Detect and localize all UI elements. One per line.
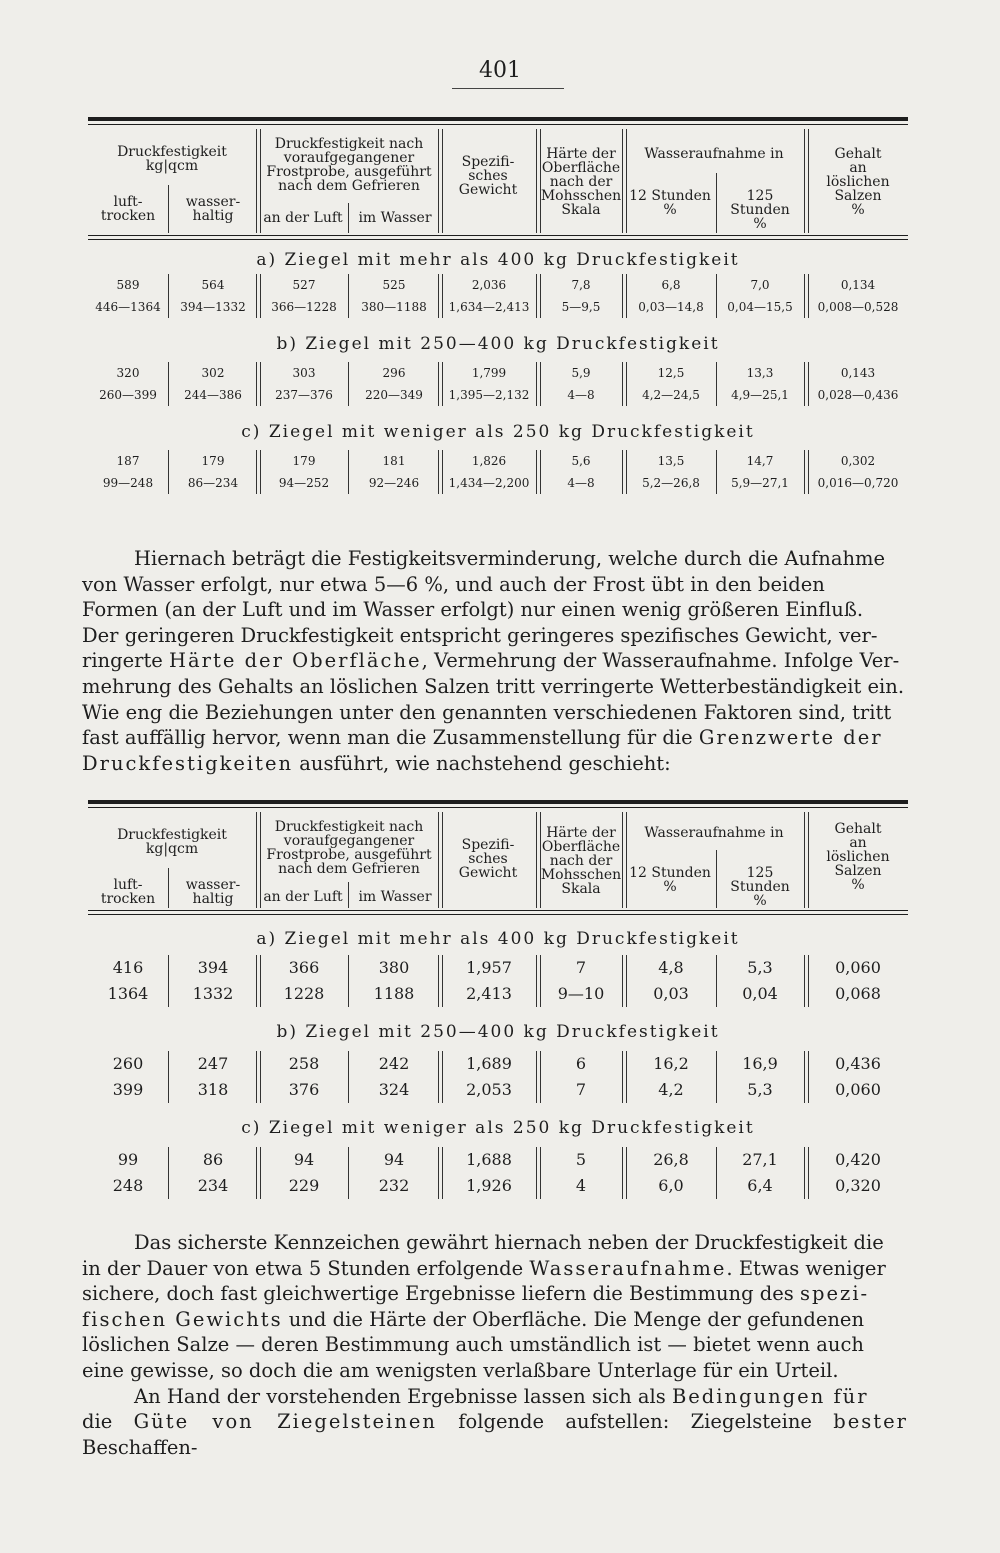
row-divider (622, 362, 627, 406)
cell-an-der-luft: 303 (292, 366, 316, 380)
cell-12-stunden: 4,2—24,5 (642, 388, 700, 402)
row-divider (256, 362, 261, 406)
header-spezifisches-gewicht: Spezifi- sches Gewicht (458, 154, 518, 198)
cell-12-stunden: 6,0 (658, 1176, 684, 1195)
cell-gehalt: 0,008—0,528 (817, 300, 899, 314)
cell-12-stunden: 16,2 (653, 1054, 689, 1073)
text-line: Der geringeren Druckfestigkeit entspricht geringeres spezifisches Gewicht, ver- (82, 623, 878, 647)
header-druckfestigkeit: Druckfestigkeit kg|qcm (117, 144, 227, 174)
table-row (88, 472, 908, 494)
row-divider (804, 955, 809, 1007)
cell-125-stunden: 6,4 (747, 1176, 773, 1195)
cell-wasserhaltig: 244—386 (184, 388, 242, 402)
text-line: Formen (an der Luft und im Wasser erfolgt) nur einen wenig größeren Einfluß. (82, 598, 864, 622)
header-frostprobe: Druckfestigkeit nach voraufgegangener Frostprobe, ausgeführt nach dem Gefrieren (266, 136, 432, 194)
header-divider (536, 812, 541, 908)
cell-wasserhaltig: 302 (201, 366, 225, 380)
cell-im-wasser: 525 (382, 278, 406, 292)
table-top-rule (88, 117, 908, 121)
text-line: fischen Gewichts und die Härte der Oberfläche. Die Menge der gefundenen (82, 1307, 865, 1331)
cell-wasserhaltig: 179 (201, 454, 225, 468)
cell-125-stunden: 16,9 (742, 1054, 778, 1073)
cell-wasserhaltig: 564 (201, 278, 225, 292)
row-divider (622, 274, 627, 318)
row-divider (168, 1051, 169, 1103)
cell-gehalt: 0,016—0,720 (817, 476, 899, 490)
cell-haerte: 7 (575, 1080, 587, 1099)
table-row (88, 362, 908, 384)
header-125-stunden: 125 Stunden % (730, 865, 790, 909)
cell-12-stunden: 26,8 (653, 1150, 689, 1169)
cell-lufttrocken: 589 (116, 278, 140, 292)
row-divider (804, 1147, 809, 1199)
row-divider (168, 955, 169, 1007)
page-number-rule (452, 88, 564, 89)
text-line: ringerte Härte der Oberfläche, Vermehrung der Wasseraufnahme. Infolge Ver- (82, 649, 900, 673)
cell-im-wasser: 220—349 (365, 388, 423, 402)
header-divider (348, 882, 349, 908)
table-row (88, 1051, 908, 1077)
spaced-text: Druckfestigkeiten (82, 751, 294, 775)
cell-an-der-luft: 1228 (283, 984, 325, 1003)
row-divider (536, 1147, 541, 1199)
table-group-c (88, 1103, 908, 1199)
header-12-stunden: 12 Stunden % (629, 865, 711, 895)
table-row (88, 1147, 908, 1173)
cell-gehalt: 0,320 (835, 1176, 881, 1195)
paragraph-2 (82, 1230, 908, 1460)
row-divider (348, 362, 349, 406)
header-divider (716, 850, 717, 908)
text-line: Hiernach beträgt die Festigkeitsverminderung, welche durch die Aufnahme (134, 547, 886, 570)
cell-haerte: 5,6 (571, 454, 591, 468)
cell-haerte: 4—8 (567, 476, 595, 490)
spaced-text: fischen Gewichts (82, 1307, 283, 1331)
header-an-der-luft: an der Luft (263, 889, 343, 905)
cell-wasserhaltig: 247 (197, 1054, 229, 1073)
header-divider (348, 203, 349, 233)
table-row (88, 384, 908, 406)
cell-12-stunden: 4,2 (658, 1080, 684, 1099)
table-group-a (88, 915, 908, 1007)
header-haerte: Härte der Oberfläche nach der Mohsschen Skala (540, 146, 622, 218)
text-line: die Güte von Ziegelsteinen folgende aufstellen: Ziegelsteine bester Beschaffen- (82, 1410, 908, 1459)
table-top-rule (88, 800, 908, 804)
cell-lufttrocken: 1364 (107, 984, 149, 1003)
row-divider (536, 450, 541, 494)
header-lufttrocken: luft- trocken (100, 194, 156, 224)
cell-12-stunden: 12,5 (657, 366, 685, 380)
group-rows (88, 1051, 908, 1103)
row-divider (256, 1051, 261, 1103)
group-title: b) Ziegel mit 250—400 kg Druckfestigkeit (276, 334, 720, 354)
header-lufttrocken: luft- trocken (100, 877, 156, 907)
text-line: in der Dauer von etwa 5 Stunden erfolgende Wasseraufnahme. Etwas weniger (82, 1256, 886, 1280)
table-group-a (88, 240, 908, 318)
row-divider (716, 450, 717, 494)
cell-wasserhaltig: 234 (197, 1176, 229, 1195)
text-line: sichere, doch fast gleichwertige Ergebnisse liefern die Bestimmung des spezi- (82, 1282, 870, 1306)
cell-an-der-luft: 94 (293, 1150, 315, 1169)
spaced-text: spezi- (800, 1282, 870, 1306)
row-divider (716, 955, 717, 1007)
group-rows (88, 955, 908, 1007)
cell-125-stunden: 5,3 (747, 958, 773, 977)
table-1 (88, 117, 908, 494)
cell-wasserhaltig: 318 (197, 1080, 229, 1099)
cell-wasserhaltig: 86 (202, 1150, 224, 1169)
cell-lufttrocken: 260 (112, 1054, 144, 1073)
table-group-b (88, 1007, 908, 1103)
cell-125-stunden: 27,1 (742, 1150, 778, 1169)
cell-125-stunden: 14,7 (746, 454, 774, 468)
row-divider (348, 1147, 349, 1199)
text-line: An Hand der vorstehenden Ergebnisse lassen sich als Bedingungen für (134, 1384, 869, 1408)
header-wasserhaltig: wasser- haltig (185, 194, 241, 224)
header-frostprobe: Druckfestigkeit nach voraufgegangener Frostprobe, ausgeführt nach dem Gefrieren (266, 819, 432, 877)
group-title: a) Ziegel mit mehr als 400 kg Druckfestigkeit (256, 250, 740, 270)
cell-spez-gewicht: 1,799 (471, 366, 507, 380)
spaced-text: Bedingungen für (671, 1384, 869, 1408)
header-divider (716, 173, 717, 233)
header-wasseraufnahme: Wasseraufnahme in (644, 825, 784, 841)
cell-haerte: 5—9,5 (561, 300, 601, 314)
row-divider (804, 450, 809, 494)
cell-im-wasser: 380—1188 (361, 300, 427, 314)
cell-im-wasser: 380 (378, 958, 410, 977)
row-divider (438, 274, 443, 318)
cell-125-stunden: 5,9—27,1 (731, 476, 789, 490)
cell-an-der-luft: 366 (288, 958, 320, 977)
cell-wasserhaltig: 394 (197, 958, 229, 977)
cell-lufttrocken: 260—399 (99, 388, 157, 402)
header-gehalt: Gehalt an löslichen Salzen % (826, 821, 890, 893)
cell-spez-gewicht: 1,688 (466, 1150, 512, 1169)
cell-125-stunden: 0,04 (742, 984, 778, 1003)
cell-gehalt: 0,060 (835, 1080, 881, 1099)
header-druckfestigkeit: Druckfestigkeit kg|qcm (117, 827, 227, 857)
row-divider (622, 1051, 627, 1103)
row-divider (256, 274, 261, 318)
header-bottom-rule (88, 910, 908, 911)
header-wasserhaltig: wasser- haltig (185, 877, 241, 907)
table-row (88, 1173, 908, 1199)
cell-im-wasser: 1188 (373, 984, 415, 1003)
text-line: mehrung des Gehalts an löslichen Salzen tritt verringerte Wetterbeständigkeit ein. (82, 674, 905, 698)
text-line: Druckfestigkeiten ausführt, wie nachstehend geschieht: (82, 751, 671, 775)
table-header (88, 808, 908, 908)
cell-lufttrocken: 446—1364 (95, 300, 161, 314)
cell-haerte: 4—8 (567, 388, 595, 402)
cell-an-der-luft: 229 (288, 1176, 320, 1195)
cell-an-der-luft: 258 (288, 1054, 320, 1073)
cell-12-stunden: 4,8 (658, 958, 684, 977)
cell-haerte: 6 (575, 1054, 587, 1073)
cell-lufttrocken: 248 (112, 1176, 144, 1195)
row-divider (256, 1147, 261, 1199)
cell-an-der-luft: 527 (292, 278, 316, 292)
cell-an-der-luft: 376 (288, 1080, 320, 1099)
header-divider (438, 129, 443, 233)
cell-wasserhaltig: 86—234 (187, 476, 239, 490)
cell-gehalt: 0,068 (835, 984, 881, 1003)
row-divider (536, 274, 541, 318)
cell-spez-gewicht: 2,036 (471, 278, 507, 292)
cell-12-stunden: 0,03—14,8 (638, 300, 704, 314)
cell-12-stunden: 5,2—26,8 (642, 476, 700, 490)
header-gehalt: Gehalt an löslichen Salzen % (826, 146, 890, 218)
text-line: Wie eng die Beziehungen unter den genannten verschiedenen Faktoren sind, tritt (82, 700, 892, 724)
group-rows (88, 1147, 908, 1199)
table-group-c (88, 406, 908, 494)
text-line: von Wasser erfolgt, nur etwa 5—6 %, und auch der Frost übt in den beiden (82, 572, 825, 596)
row-divider (348, 450, 349, 494)
group-rows (88, 362, 908, 406)
header-spezifisches-gewicht: Spezifi- sches Gewicht (458, 837, 518, 881)
row-divider (168, 274, 169, 318)
group-title: a) Ziegel mit mehr als 400 kg Druckfestigkeit (256, 929, 740, 949)
row-divider (804, 1051, 809, 1103)
cell-lufttrocken: 99—248 (102, 476, 154, 490)
cell-an-der-luft: 237—376 (275, 388, 333, 402)
row-divider (256, 450, 261, 494)
group-rows (88, 274, 908, 318)
header-an-der-luft: an der Luft (263, 210, 343, 226)
cell-gehalt: 0,028—0,436 (817, 388, 899, 402)
table-row (88, 955, 908, 981)
cell-haerte: 7,8 (571, 278, 591, 292)
row-divider (348, 1051, 349, 1103)
cell-lufttrocken: 187 (116, 454, 140, 468)
cell-gehalt: 0,302 (840, 454, 876, 468)
cell-12-stunden: 13,5 (657, 454, 685, 468)
cell-im-wasser: 92—246 (368, 476, 420, 490)
cell-haerte: 5 (575, 1150, 587, 1169)
row-divider (716, 1051, 717, 1103)
row-divider (716, 1147, 717, 1199)
header-divider (622, 129, 627, 233)
header-wasseraufnahme: Wasseraufnahme in (644, 146, 784, 162)
table-group-b (88, 318, 908, 406)
header-im-wasser: im Wasser (358, 889, 432, 905)
row-divider (536, 955, 541, 1007)
cell-wasserhaltig: 394—1332 (180, 300, 246, 314)
cell-im-wasser: 324 (378, 1080, 410, 1099)
row-divider (804, 274, 809, 318)
cell-125-stunden: 5,3 (747, 1080, 773, 1099)
cell-spez-gewicht: 1,826 (471, 454, 507, 468)
cell-gehalt: 0,143 (840, 366, 876, 380)
row-divider (348, 955, 349, 1007)
table-2 (88, 800, 908, 1199)
cell-haerte: 9—10 (557, 984, 605, 1003)
group-title: c) Ziegel mit weniger als 250 kg Druckfestigkeit (241, 1118, 755, 1138)
cell-spez-gewicht: 1,689 (466, 1054, 512, 1073)
cell-125-stunden: 4,9—25,1 (731, 388, 789, 402)
cell-12-stunden: 0,03 (653, 984, 689, 1003)
page-number: 401 (479, 58, 521, 83)
cell-125-stunden: 7,0 (750, 278, 770, 292)
cell-an-der-luft: 94—252 (278, 476, 330, 490)
cell-im-wasser: 181 (382, 454, 406, 468)
header-divider (804, 129, 809, 233)
row-divider (438, 1051, 443, 1103)
row-divider (804, 362, 809, 406)
header-im-wasser: im Wasser (358, 210, 432, 226)
row-divider (716, 362, 717, 406)
table-row (88, 274, 908, 296)
spaced-text: Wasseraufnahme (529, 1256, 727, 1280)
table-row (88, 450, 908, 472)
cell-an-der-luft: 179 (292, 454, 316, 468)
row-divider (168, 1147, 169, 1199)
table-row (88, 296, 908, 318)
cell-spez-gewicht: 2,053 (466, 1080, 512, 1099)
row-divider (622, 450, 627, 494)
cell-spez-gewicht: 1,395—2,132 (448, 388, 530, 402)
header-divider (256, 129, 261, 233)
group-title: b) Ziegel mit 250—400 kg Druckfestigkeit (276, 1022, 720, 1042)
header-divider (622, 812, 627, 908)
table-row (88, 981, 908, 1007)
row-divider (716, 274, 717, 318)
header-divider (804, 812, 809, 908)
cell-125-stunden: 0,04—15,5 (727, 300, 793, 314)
row-divider (622, 1147, 627, 1199)
row-divider (168, 362, 169, 406)
text-line: Das sicherste Kennzeichen gewährt hiernach neben der Druckfestigkeit die (134, 1231, 884, 1254)
cell-spez-gewicht: 2,413 (466, 984, 512, 1003)
header-divider (536, 129, 541, 233)
header-divider (168, 868, 169, 908)
header-125-stunden: 125 Stunden % (730, 188, 790, 232)
cell-lufttrocken: 399 (112, 1080, 144, 1099)
text-line: eine gewisse, so doch die am wenigsten verlaßbare Unterlage für ein Urteil. (82, 1358, 839, 1382)
header-divider (256, 812, 261, 908)
table-header (88, 125, 908, 233)
cell-haerte: 7 (575, 958, 587, 977)
header-haerte: Härte der Oberfläche nach der Mohsschen Skala (540, 825, 622, 897)
group-rows (88, 450, 908, 494)
row-divider (438, 955, 443, 1007)
cell-12-stunden: 6,8 (661, 278, 681, 292)
cell-125-stunden: 13,3 (746, 366, 774, 380)
cell-haerte: 4 (575, 1176, 587, 1195)
cell-lufttrocken: 416 (112, 958, 144, 977)
cell-spez-gewicht: 1,957 (466, 958, 512, 977)
header-12-stunden: 12 Stunden % (629, 188, 711, 218)
cell-spez-gewicht: 1,926 (466, 1176, 512, 1195)
row-divider (438, 1147, 443, 1199)
group-title: c) Ziegel mit weniger als 250 kg Druckfestigkeit (241, 422, 755, 442)
spaced-text: Güte von Ziegelsteinen (133, 1410, 437, 1434)
cell-im-wasser: 242 (378, 1054, 410, 1073)
cell-im-wasser: 232 (378, 1176, 410, 1195)
row-divider (536, 362, 541, 406)
text-line: fast auffällig hervor, wenn man die Zusammenstellung für die Grenzwerte der (82, 726, 883, 750)
cell-lufttrocken: 320 (116, 366, 140, 380)
cell-gehalt: 0,420 (835, 1150, 881, 1169)
row-divider (622, 955, 627, 1007)
cell-wasserhaltig: 1332 (192, 984, 234, 1003)
text-line: löslichen Salze — deren Bestimmung auch umständlich ist — bietet wenn auch (82, 1333, 864, 1357)
header-divider (438, 812, 443, 908)
header-divider (168, 185, 169, 233)
cell-gehalt: 0,060 (835, 958, 881, 977)
cell-haerte: 5,9 (571, 366, 591, 380)
cell-gehalt: 0,134 (840, 278, 876, 292)
row-divider (348, 274, 349, 318)
cell-spez-gewicht: 1,434—2,200 (448, 476, 530, 490)
cell-spez-gewicht: 1,634—2,413 (448, 300, 530, 314)
cell-lufttrocken: 99 (117, 1150, 139, 1169)
row-divider (438, 362, 443, 406)
cell-an-der-luft: 366—1228 (271, 300, 337, 314)
spaced-text: Grenzwerte der (698, 726, 883, 750)
row-divider (536, 1051, 541, 1103)
table-row (88, 1077, 908, 1103)
header-bottom-rule (88, 235, 908, 236)
row-divider (168, 450, 169, 494)
spaced-text: bester (833, 1410, 908, 1434)
row-divider (256, 955, 261, 1007)
spaced-text: Härte der Oberfläche (169, 649, 422, 673)
cell-im-wasser: 296 (382, 366, 406, 380)
cell-im-wasser: 94 (383, 1150, 405, 1169)
cell-gehalt: 0,436 (835, 1054, 881, 1073)
paragraph-1 (82, 546, 908, 776)
row-divider (438, 450, 443, 494)
